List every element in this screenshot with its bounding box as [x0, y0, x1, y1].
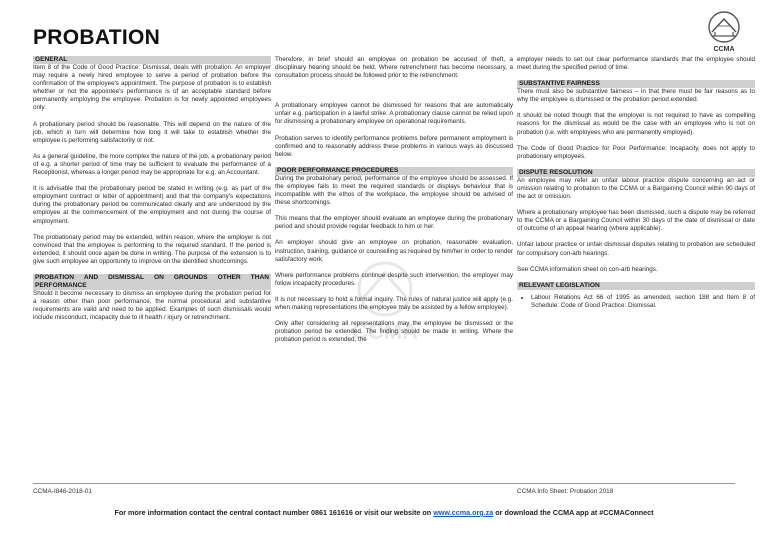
paragraph: As a general guideline, the more complex the nature of the job, a probationary period of e.g. a shorter period of time may be sufficient to evaluate the performance of a Receptionist, whereas a longer period may be appropriate for e.g. an Accountant. — [33, 152, 271, 177]
paragraph: During the probationary period, performance of the employee should be assessed. If the employee fails to meet the required standards or displays behaviour that is incompatible with the ethos of the workplace, the employee should be advised of these shortcomings. — [275, 174, 513, 207]
list-item: • Labour Relations Act 66 of 1995 as amended, section 188 and Item 8 of Schedule: Code of Good Practice: Dismissal. — [531, 294, 755, 310]
paragraph: Only after considering all representations may the employee be dismissed or the probation period be extended. The finding should be made in writing. Where the probation period is extended, the — [275, 320, 513, 344]
watermark-text: CCMA — [352, 319, 418, 344]
document-code: CCMA-I846-2018-01 — [33, 488, 92, 495]
column-2 — [275, 56, 513, 352]
poor-performance-heading: POOR PERFORMANCE PROCEDURES — [275, 167, 513, 175]
paragraph: A probationary period should be reasonable. This will depend on the nature of the job, which in turn will determine how long it will take to establish whether the employee is performing satisfactorily or not. — [33, 120, 271, 144]
paragraph: It is not necessary to hold a formal inquiry. The rules of natural justice will apply (e.g. when making representations the employee may be assisted by a fellow employee). — [275, 295, 513, 311]
contact-footer — [0, 508, 768, 517]
dispute-heading: DISPUTE RESOLUTION — [517, 169, 755, 177]
paragraph: An employee may refer an unfair labour practice dispute concerning an act or omission relating to probation to the CCMA or a Bargaining Council within 90 days of the act or omission. — [517, 176, 755, 201]
paragraph: Therefore, in brief should an employee on probation be accused of theft, a disciplinary hearing should be held. Where retrenchment has become necessary, a consultation process should be followed prior to the retrenchment. — [275, 56, 513, 80]
paragraph: Unfair labour practice or unfair dismissal disputes relating to probation are scheduled for compulsory con-arb hearings. — [517, 241, 755, 257]
paragraph: The probationary period may be extended, within reason, where the employer is not convinced that the employee is performing to the required standard. If the period is extended, it should once again be done in writing. The purpose of the extension is to give such employee an opportunity to improve on the identified shortcomings. — [33, 233, 271, 265]
paragraph: Where a probationary employee has been dismissed, such a dispute may be referred to the CCMA or a Bargaining Council within 30 days of the date of dismissal or date of outcome of an appeal hearing (where applicable). — [517, 209, 755, 233]
paragraph: The Code of Good Practice for Poor Performance: Incapacity, does not apply to probationary employees. — [517, 144, 755, 160]
page-title: PROBATION — [33, 26, 161, 49]
paragraph: employer needs to set out clear performance standards that the employee should meet during the specified period of time. — [517, 56, 755, 72]
contact-text: For more information contact the central contact number 0861 161616 or visit our website on — [114, 508, 434, 517]
substantive-heading: SUBSTANTIVE FAIRNESS — [517, 80, 755, 88]
paragraph: Probation serves to identify performance problems before permanent employment is confirmed and to reasonably address these problems in various ways as discussed below. — [275, 134, 513, 158]
footer-divider — [33, 483, 735, 484]
paragraph: Should it become necessary to dismiss an employee during the probation period for a reason other than poor performance, the normal procedural and substantive requirements are valid and need to be applied. Examples of such dismissals would include misconduct, incapacity due to ill health / injury or retrenchment. — [33, 289, 271, 322]
paragraph: See CCMA information sheet on con-arb hearings. — [517, 265, 658, 273]
column-1 — [33, 56, 271, 330]
paragraph: There must also be substantive fairness – in that there must be fair reasons as to why the employee is dismissed or the probation period extended. — [517, 88, 755, 104]
logo-label: CCMA — [713, 46, 735, 53]
column-3 — [517, 56, 755, 310]
paragraph: Item 8 of the Code of Good Practice: Dismissal, deals with probation. An employer may require a newly hired employee to serve a period of probation before the confirmation of the employee's appointment. The purpose of probation is to establish whether or not the appointee's performance is of an acceptable standard before permanently employing the employee. Probation is for newly appointed employees only. — [33, 64, 271, 112]
grounds-heading: PROBATION AND DISMISSAL ON GROUNDS OTHER THAN PERFORMANCE — [35, 273, 269, 289]
contact-text-end: or download the CCMA app at #CCMAConnect — [493, 508, 654, 517]
website-link[interactable]: www.ccma.org.za — [433, 508, 494, 517]
paragraph: A probationary employee cannot be dismissed for reasons that are automatically unfair e.g. participation in a lawful strike. A probationary clause cannot be relied upon for dismissing a probationary employee on operational requirements. — [275, 102, 513, 126]
paragraph: An employer should give an employee on probation, reasonable evaluation, instruction, training, guidance or counselling as required by him/her in order to render satisfactory work. — [275, 239, 513, 263]
general-heading: GENERAL — [33, 56, 271, 64]
paragraph: It should be noted though that the employer is not required to have as compelling reasons for the dismissal as would be the case with an employee who is not on probation (i.e. with employees who are permanently employed). — [517, 112, 755, 136]
paragraph: It is advisable that the probationary period be stated in writing (e.g. as part of the employment contract or letter of appointment) and that the company's expectations during the probationary period be communicated clearly and are understood by the employee at the commencement of the employment and not during the course of employment. — [33, 185, 271, 225]
info-sheet-label: CCMA Info Sheet: Probation 2018 — [517, 488, 614, 495]
legislation-heading: RELEVANT LEGISLATION — [517, 282, 755, 290]
paragraph: This means that the employer should evaluate an employee during the probationary period and should provide regular feedback to him or her. — [275, 215, 513, 231]
legislation-list — [517, 294, 755, 310]
paragraph: Where performance problems continue despite such intervention, the employer may follow incapacity procedures. — [275, 271, 513, 287]
